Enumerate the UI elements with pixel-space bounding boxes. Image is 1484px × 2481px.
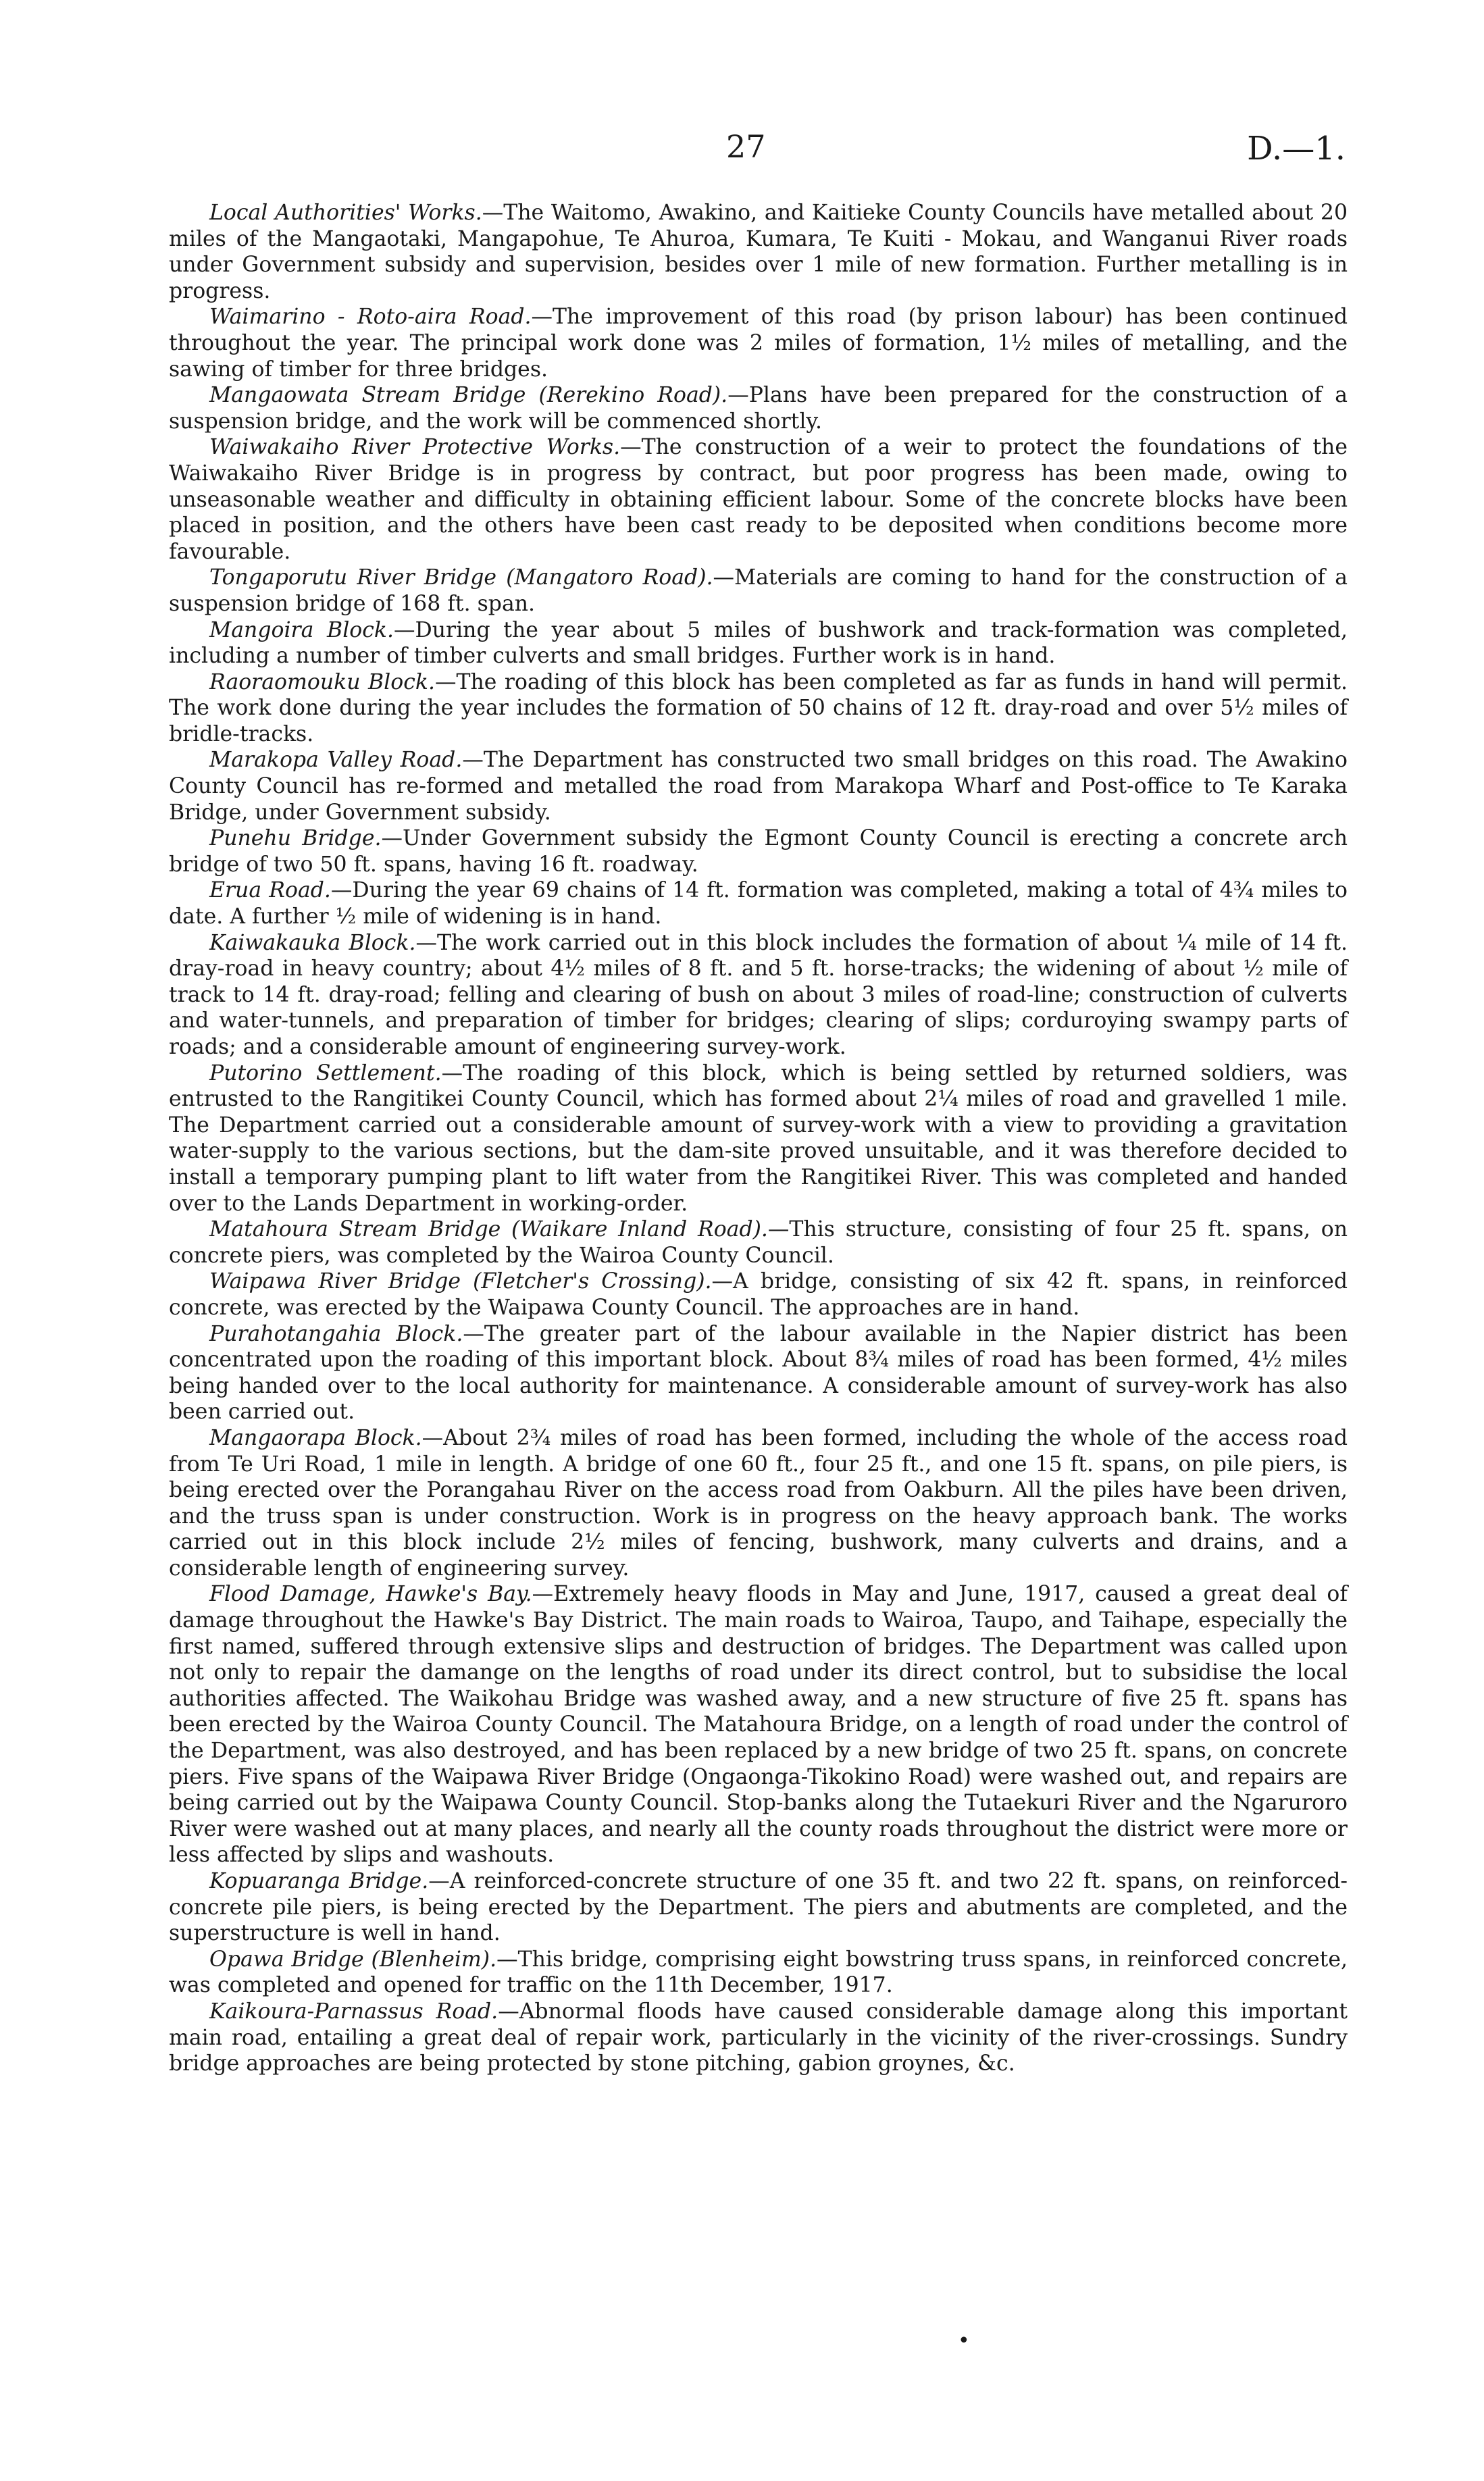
paragraph-heading: Kopuaranga Bridge. bbox=[209, 1869, 429, 1893]
paragraph-text: —Materials are coming to hand for the construction of a suspension bridge of 168 ft. span. bbox=[169, 565, 1348, 616]
paragraph bbox=[169, 434, 1348, 565]
page-number: 27 bbox=[726, 128, 766, 165]
paragraph-text: —This structure, consisting of four 25 ft. spans, on concrete piers, was completed by the Wairoa County Council. bbox=[169, 1217, 1348, 1268]
paragraph bbox=[169, 1868, 1348, 1947]
paragraph-text: —The improvement of this road (by prison labour) has been continued throughout the year. The principal work done was 2 miles of formation, 1½ miles of metalling, and the sawing of timber for three bridges. bbox=[169, 305, 1348, 382]
paragraph-heading: Raoraomouku Block. bbox=[209, 669, 435, 694]
paragraph-text: —A reinforced-concrete structure of one 35 ft. and two 22 ft. spans, on reinforced-concrete pile piers, is being erected by the Department. The piers and abutments are completed, and the superstructure is well in hand. bbox=[169, 1869, 1348, 1946]
paragraph bbox=[169, 200, 1348, 304]
paragraph-text: —The construction of a weir to protect the foundations of the Waiwakaiho River Bridge is in progress by contract, but poor progress has been made, owing to unseasonable weather and difficulty in obtaining efficient labour. Some of the concrete blocks have been placed in position, and the others have been cast ready to be deposited when conditions become more favourable. bbox=[169, 435, 1348, 564]
paragraph-text: —About 2¾ miles of road has been formed, including the whole of the access road from Te Uri Road, 1 mile in length. A bridge of one 60 ft., four 25 ft., and one 15 ft. spans, on pile piers, is being erected over the Porangahau River on the access road from Oakburn. All the piles have been driven, and the truss span is under construction. Work is in progress on the heavy approach bank. The works carried out in this block include 2½ miles of fencing, bushwork, many culverts and drains, and a considerable length of engineering survey. bbox=[169, 1425, 1348, 1581]
paragraph-text: —The work carried out in this block includes the formation of about ¼ mile of 14 ft. dray-road in heavy country; about 4½ miles of 8 ft. and 5 ft. horse-tracks; the widening of about ½ mile of track to 14 ft. dray-road; felling and clearing of bush on about 3 miles of road-line; construction of culverts and water-tunnels, and preparation of timber for bridges; clearing of slips; corduroying swampy parts of roads; and a considerable amount of engineering survey-work. bbox=[169, 930, 1348, 1059]
paragraph-text: —Extremely heavy floods in May and June, 1917, caused a great deal of damage throughout the Hawke's Bay District. The main roads to Wairoa, Taupo, and Taihape, especially the first named, suffered through extensive slips and destruction of bridges. The Department was called upon not only to repair the damange on the lengths of road under its direct control, but to subsidise the local authorities affected. The Waikohau Bridge was washed away, and a new structure of five 25 ft. spans has been erected by the Wairoa County Council. The Matahoura Bridge, on a length of road under the control of the Department, was also destroyed, and has been replaced by a new bridge of two 25 ft. spans, on concrete piers. Five spans of the Waipawa River Bridge (Ongaonga-Tikokino Road) were washed out, and repairs are being carried out by the Waipawa County Council. Stop-banks along the Tutaekuri River and the Ngaruroro River were washed out at many places, and nearly all the county roads throughout the district were more or less affected by slips and washouts. bbox=[169, 1582, 1348, 1868]
paragraph-heading: Waipawa River Bridge (Fletcher's Crossing). bbox=[209, 1269, 712, 1294]
paragraph-heading: Waiwakaiho River Protective Works. bbox=[209, 435, 621, 460]
paragraph-heading: Flood Damage, Hawke's Bay. bbox=[209, 1582, 532, 1607]
paragraph-heading: Marakopa Valley Road. bbox=[209, 748, 463, 773]
paragraph-heading: Waimarino - Roto-aira Road. bbox=[209, 305, 532, 330]
paragraph bbox=[169, 617, 1348, 669]
paragraph bbox=[169, 930, 1348, 1060]
document-reference: D.—1. bbox=[1247, 130, 1346, 168]
paragraph-heading: Kaiwakauka Block. bbox=[209, 930, 416, 955]
paragraph bbox=[169, 1581, 1348, 1868]
paragraph bbox=[169, 1947, 1348, 1999]
paragraph-heading: Matahoura Stream Bridge (Waikare Inland Road). bbox=[209, 1217, 768, 1242]
paragraph-heading: Purahotangahia Block. bbox=[209, 1321, 463, 1346]
body-text bbox=[169, 200, 1348, 2077]
paragraph bbox=[169, 747, 1348, 825]
paragraph bbox=[169, 1269, 1348, 1321]
paragraph-text: —Plans have been prepared for the construction of a suspension bridge, and the work will be commenced shortly. bbox=[169, 383, 1348, 434]
paragraph-text: —Abnormal floods have caused considerable damage along this important main road, entailing a great deal of repair work, particularly in the vicinity of the river-crossings. Sundry bridge approaches are being protected by stone pitching, gabion groynes, &c. bbox=[169, 1999, 1348, 2076]
paragraph bbox=[169, 304, 1348, 382]
paragraph-heading: Tongaporutu River Bridge (Mangatoro Road). bbox=[209, 565, 713, 590]
paragraph-text: —This bridge, comprising eight bowstring truss spans, in reinforced concrete, was completed and opened for traffic on the 11th December, 1917. bbox=[169, 1947, 1348, 1998]
paragraph-heading: Mangaorapa Block. bbox=[209, 1425, 422, 1450]
footer-mark: • bbox=[958, 2329, 970, 2353]
paragraph-text: —A bridge, consisting of six 42 ft. spans, in reinforced concrete, was erected by the Waipawa County Council. The approaches are in hand. bbox=[169, 1269, 1348, 1320]
paragraph-heading: Erua Road. bbox=[209, 878, 331, 903]
paragraph-text: —The greater part of the labour available in the Napier district has been concentrated upon the roading of this important block. About 8¾ miles of road has been formed, 4½ miles being handed over to the local authority for maintenance. A considerable amount of survey-work has also been carried out. bbox=[169, 1321, 1348, 1425]
paragraph-text: —The roading of this block has been completed as far as funds in hand will permit. The work done during the year includes the formation of 50 chains of 12 ft. dray-road and over 5½ miles of bridle-tracks. bbox=[169, 669, 1348, 746]
paragraph-heading: Putorino Settlement. bbox=[209, 1060, 442, 1085]
paragraph-heading: Mangoira Block. bbox=[209, 617, 394, 642]
paragraph-text: —During the year about 5 miles of bushwork and track-formation was completed, including a number of timber culverts and small bridges. Further work is in hand. bbox=[169, 617, 1348, 669]
paragraph bbox=[169, 825, 1348, 877]
paragraph bbox=[169, 669, 1348, 748]
paragraph-heading: Kaikoura-Parnassus Road. bbox=[209, 1999, 498, 2024]
paragraph-heading: Local Authorities' Works. bbox=[209, 201, 482, 225]
paragraph-heading: Opawa Bridge (Blenheim). bbox=[209, 1947, 497, 1972]
paragraph bbox=[169, 877, 1348, 929]
paragraph bbox=[169, 1999, 1348, 2077]
paragraph bbox=[169, 1060, 1348, 1217]
paragraph-text: —Under Government subsidy the Egmont County Council is erecting a concrete arch bridge of two 50 ft. spans, having 16 ft. roadway. bbox=[169, 826, 1348, 877]
paragraph-text: —During the year 69 chains of 14 ft. formation was completed, making a total of 4¾ miles to date. A further ½ mile of widening is in hand. bbox=[169, 878, 1348, 929]
paragraph-text: —The roading of this block, which is being settled by returned soldiers, was entrusted to the Rangitikei County Council, which has formed about 2¼ miles of road and gravelled 1 mile. The Department carried out a considerable amount of survey-work with a view to providing a gravitation water-supply to the various sections, but the dam-site proved unsuitable, and it was therefore decided to install a temporary pumping plant to lift water from the Rangitikei River. This was completed and handed over to the Lands Department in working-order. bbox=[169, 1060, 1348, 1216]
paragraph bbox=[169, 565, 1348, 617]
paragraph-heading: Punehu Bridge. bbox=[209, 826, 382, 851]
paragraph bbox=[169, 1217, 1348, 1269]
paragraph-text: —The Waitomo, Awakino, and Kaitieke County Councils have metalled about 20 miles of the Mangaotaki, Mangapohue, Te Ahuroa, Kumara, Te Kuiti - Mokau, and Wanganui River roads under Government subsidy and supervision, besides over 1 mile of new formation. Further metalling is in progress. bbox=[169, 201, 1348, 303]
paragraph-heading: Mangaowata Stream Bridge (Rerekino Road). bbox=[209, 383, 728, 408]
paragraph-text: —The Department has constructed two small bridges on this road. The Awakino County Council has re-formed and metalled the road from Marakopa Wharf and Post-office to Te Karaka Bridge, under Government subsidy. bbox=[169, 748, 1348, 825]
paragraph bbox=[169, 1321, 1348, 1425]
paragraph bbox=[169, 1425, 1348, 1582]
paragraph bbox=[169, 382, 1348, 434]
